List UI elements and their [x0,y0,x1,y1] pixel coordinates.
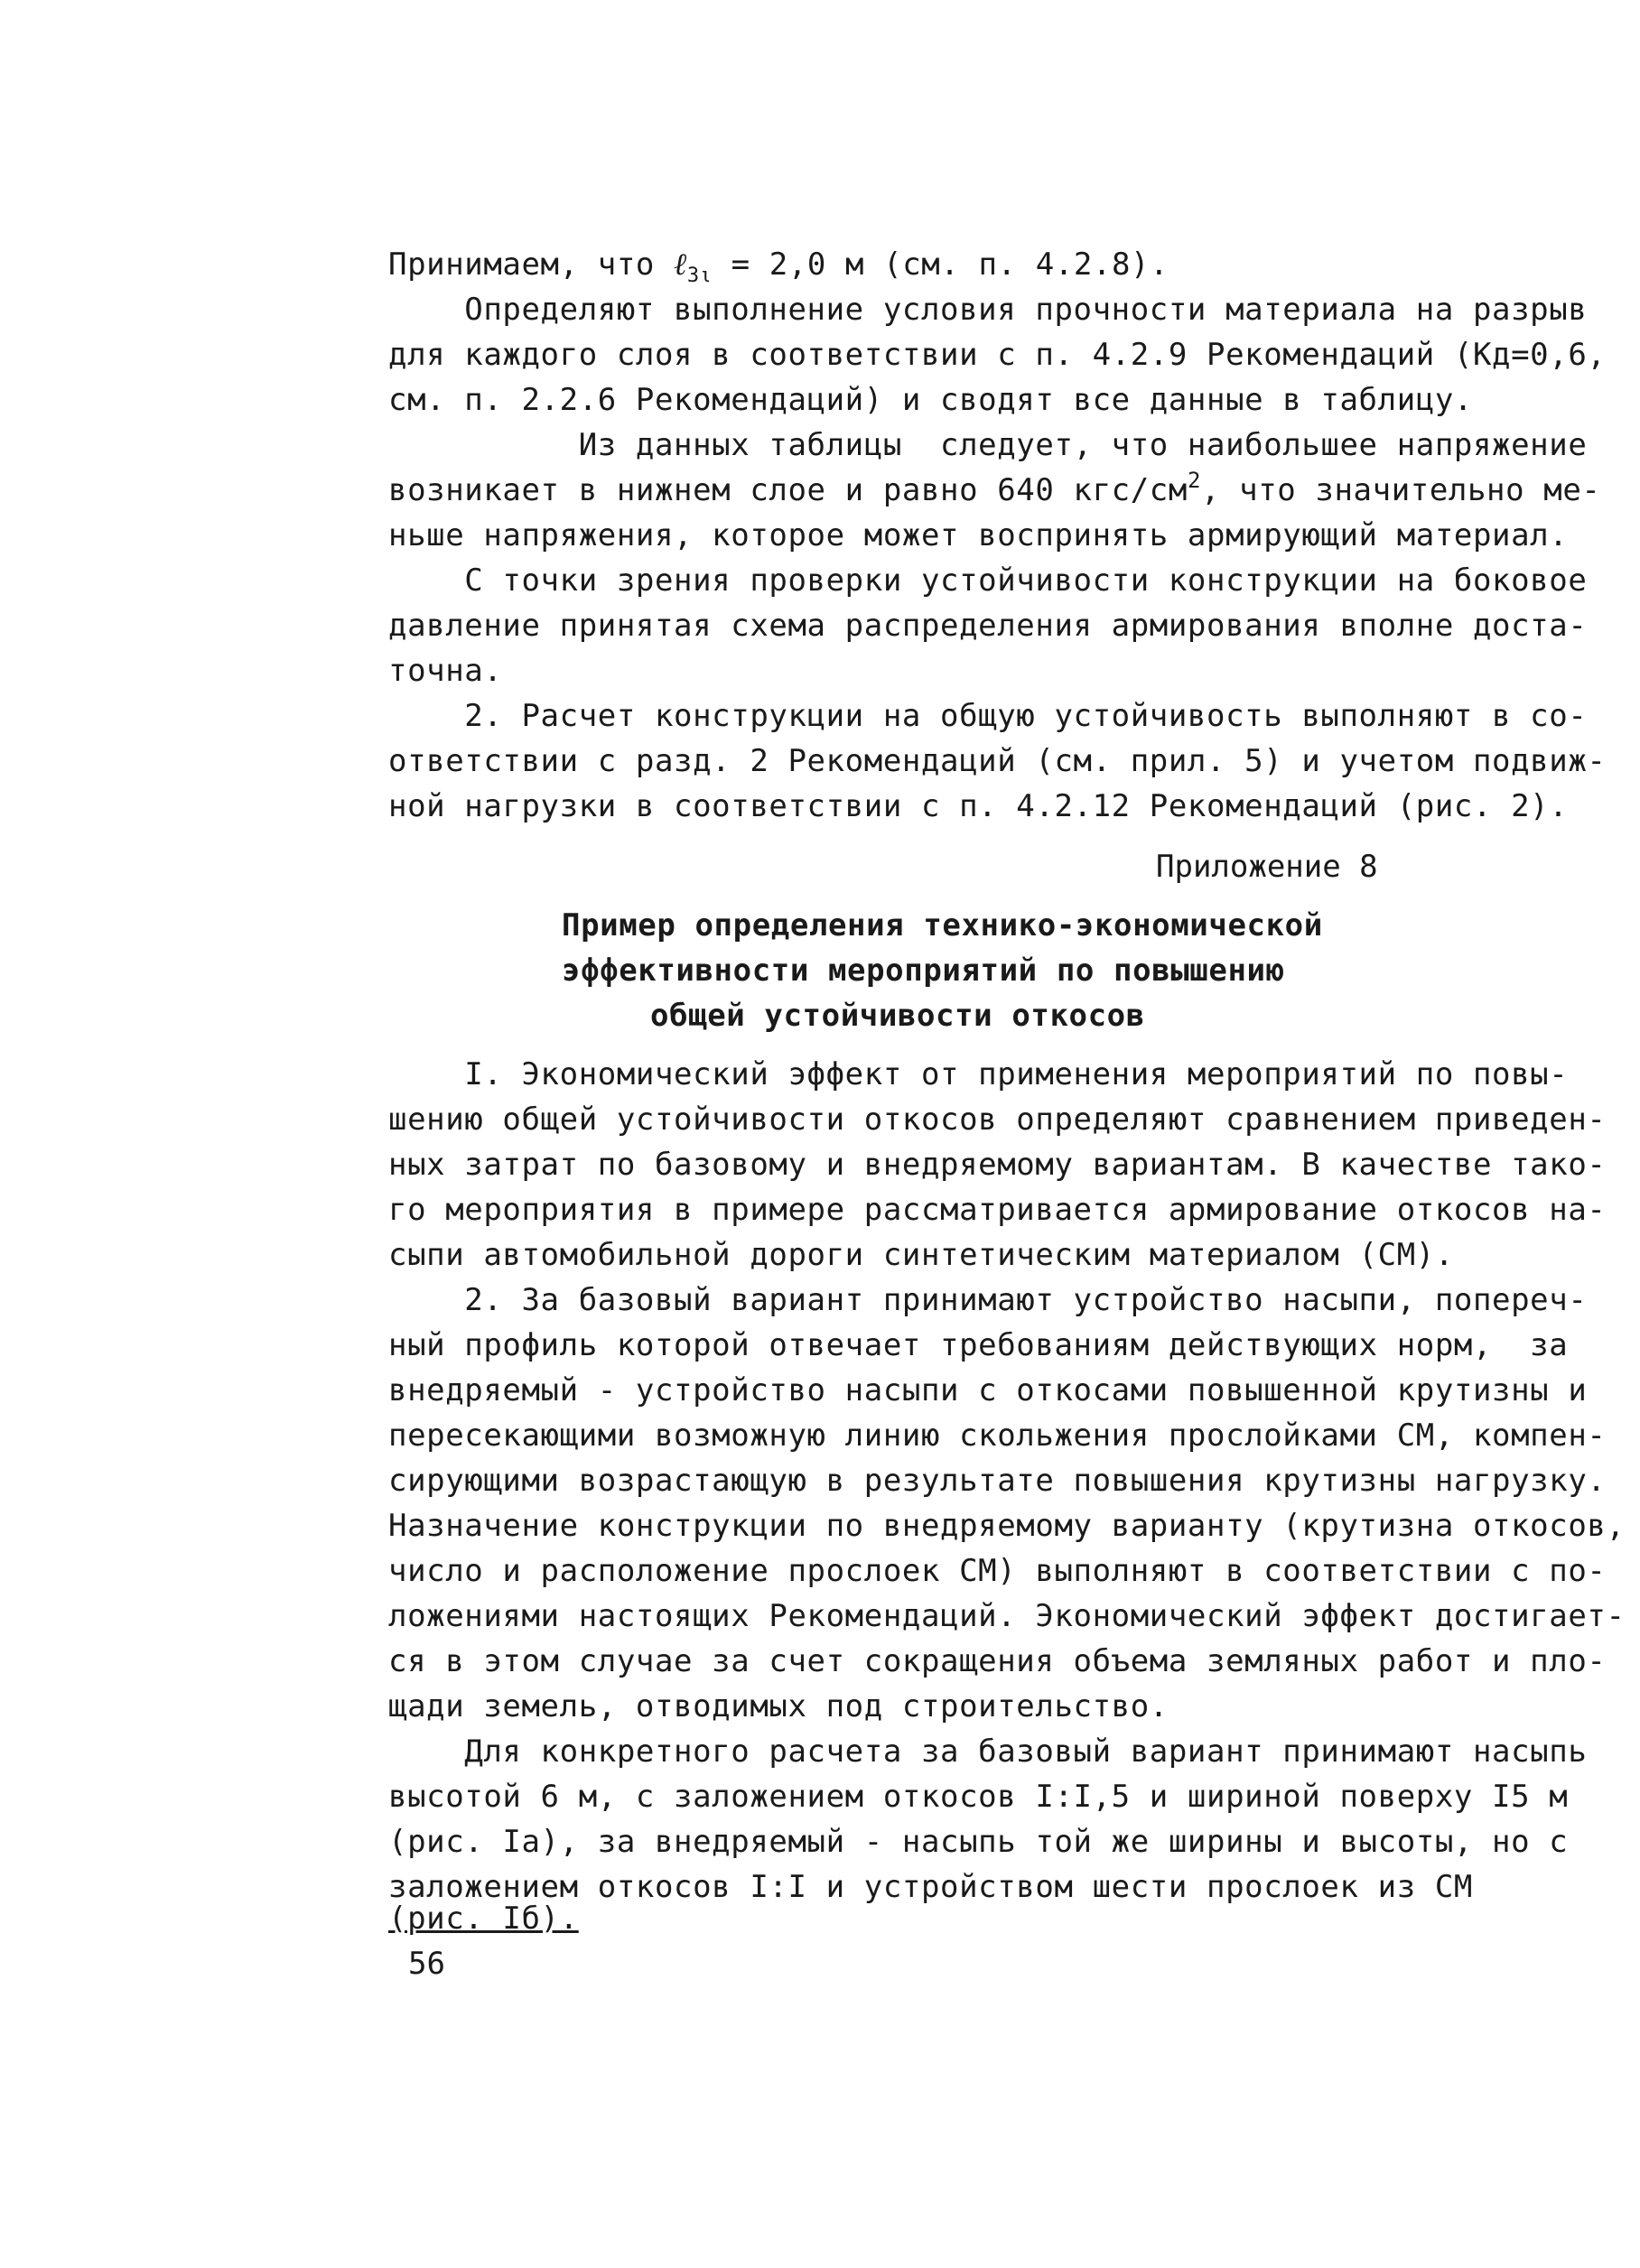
text-line: заложением откосов I:I и устройством шести прослоек из СМ [388,1869,1473,1905]
text-line: ложениями настоящих Рекомендаций. Экономический эффект достигает- [388,1598,1626,1634]
formula-variable: ℓ [674,246,687,283]
text-line: точна. [388,653,503,689]
text-line: ответствии с разд. 2 Рекомендаций (см. прил. 5) и учетом подвиж- [388,743,1607,779]
text-line: давление принятая схема распределения армирования вполне доста- [388,608,1588,644]
section-title: Пример определения технико-экономической [562,907,1323,943]
text-line: возникает в нижнем слое и равно 640 кгс/$см^2$, что значительно ме- [388,468,1601,508]
text-line: Определяют выполнение условия прочности материала на разрыв [388,292,1588,328]
text-line: ный профиль которой отвечает требованиям действующих норм, за [388,1327,1569,1363]
appendix-label: Приложение 8 [1156,849,1378,885]
text-line: число и расположение прослоек СМ) выполняют в соответствии с по- [388,1553,1607,1589]
text-line: Назначение конструкции по внедряемому варианту (крутизна откосов, [388,1508,1626,1544]
text-line: ной нагрузки в соответствии с п. 4.2.12 Рекомендаций (рис. 2). [388,788,1569,824]
text-line: (рис. Iа), за внедряемый - насыпь той же ширины и высоты, но с [388,1824,1569,1860]
text-line: для каждого слоя в соответствии с п. 4.2.9 Рекомендаций (Кд=0,6, [388,337,1607,373]
text-line: ньше напряжения, которое может воспринять армирующий материал. [388,517,1569,553]
text-line: 2. Расчет конструкции на общую устойчивость выполняют в со- [388,698,1588,734]
text-line: шению общей устойчивости откосов определяют сравнением приведен- [388,1101,1607,1138]
text-line: 2. За базовый вариант принимают устройство насыпи, попереч- [388,1282,1588,1318]
text-line: высотой 6 м, с заложением откосов I:I,5 и шириной поверху I5 м [388,1779,1569,1815]
text-line: внедряемый - устройство насыпи с откосами повышенной крутизны и [388,1372,1588,1408]
section-title: общей устойчивости откосов [650,998,1145,1034]
text-line: С точки зрения проверки устойчивости конструкции на боковое [388,562,1588,599]
text-line: Принимаем, что ℓ$_{3\iota}$ = 2,0 м (см. п. 4.2.8). [388,246,1169,287]
text-line: Из данных таблицы следует, что наибольшее напряжение [388,427,1588,463]
superscript: 2 [1187,468,1201,493]
text-line: I. Экономический эффект от применения мероприятий по повы- [388,1056,1569,1092]
text-line: ных затрат по базовому и внедряемому вариантам. В качестве тако- [388,1147,1607,1183]
page-number: 56 [408,1946,445,1982]
text-line: сыпи автомобильной дороги синтетическим материалом (СМ). [388,1237,1454,1273]
text-line: Для конкретного расчета за базовый вариант принимают насыпь [388,1734,1588,1770]
formula-subscript: 3ι [686,265,713,287]
section-title: эффективности мероприятий по повышению [562,953,1285,989]
text-line: го мероприятия в примере рассматривается армирование откосов на- [388,1192,1607,1228]
text-line: ся в этом случае за счет сокращения объема земляных работ и пло- [388,1643,1607,1679]
text-line: пересекающими возможную линию скольжения прослойками СМ, компен- [388,1418,1607,1454]
text-line: сирующими возрастающую в результате повышения крутизны нагрузку. [388,1463,1607,1499]
text-line: щади земель, отводимых под строительство. [388,1688,1169,1724]
text-line: см. п. 2.2.6 Рекомендаций) и сводят все данные в таблицу. [388,382,1473,418]
text-line: (рис. Iб). [388,1901,579,1937]
